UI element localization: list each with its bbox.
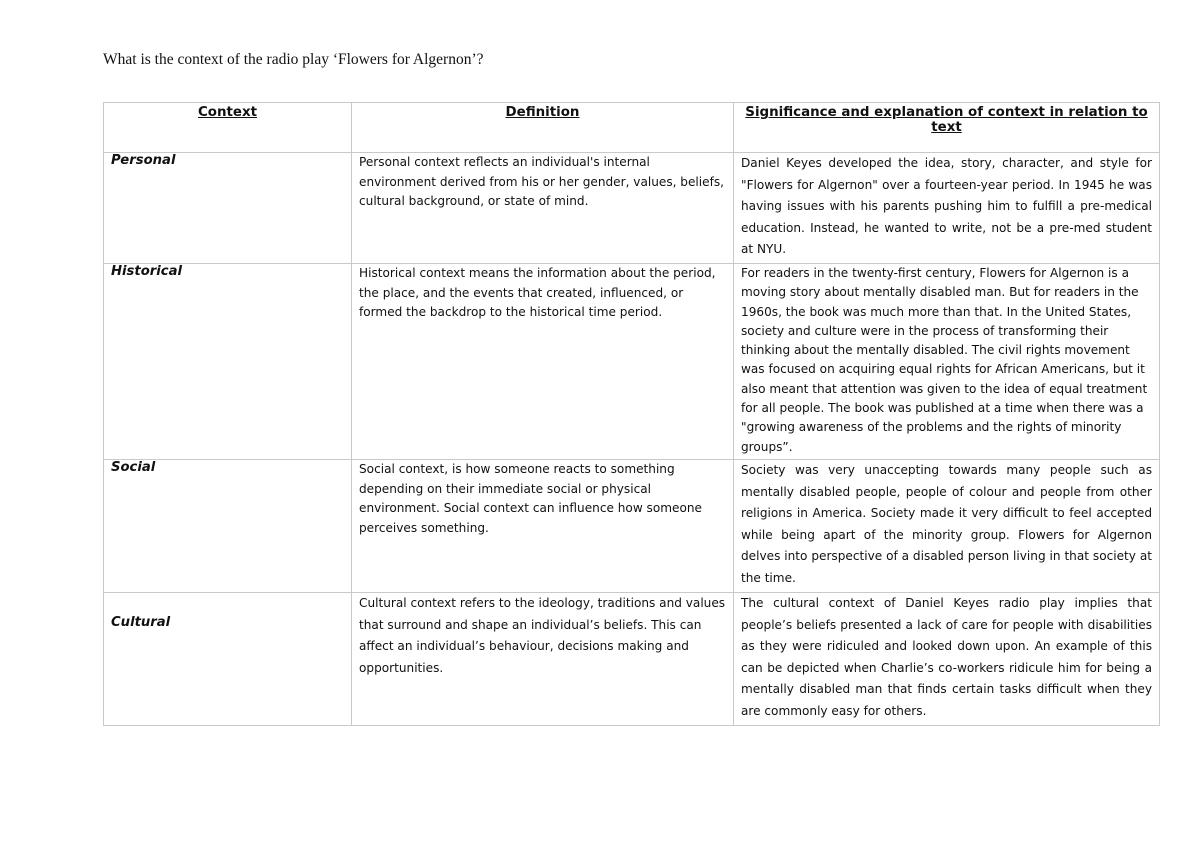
table-row-social bbox=[104, 460, 1160, 593]
significance-cell: Society was very unaccepting towards many people such as mentally disabled people, people of colour and people from other religions in America. Society made it very difficult to feel accepted while being apart of the minority group. Flowers for Algernon delves into perspective of a disabled person living in that society at the time. bbox=[734, 460, 1160, 593]
context-label: Cultural bbox=[111, 615, 171, 630]
table-row-cultural bbox=[104, 593, 1160, 726]
context-cell bbox=[104, 593, 352, 726]
context-cell bbox=[104, 153, 352, 264]
table-row-historical bbox=[104, 264, 1160, 460]
header-definition: Definition bbox=[352, 103, 734, 153]
header-context: Context bbox=[104, 103, 352, 153]
definition-cell: Social context, is how someone reacts to something depending on their immediate social or physical environment. Social context can influence how someone perceives something. bbox=[352, 460, 734, 593]
context-table bbox=[103, 102, 1160, 726]
definition-cell: Historical context means the information about the period, the place, and the events that created, influenced, or formed the backdrop to the historical time period. bbox=[352, 264, 734, 460]
table-row-personal bbox=[104, 153, 1160, 264]
significance-cell: For readers in the twenty-first century, Flowers for Algernon is a moving story about mentally disabled man. But for readers in the 1960s, the book was much more than that. In the United States, society and culture were in the process of transforming their thinking about the mentally disabled. The civil rights movement was focused on acquiring equal rights for African Americans, but it also meant that attention was given to the idea of equal treatment for all people. The book was published at a time when there was a "growing awareness of the problems and the rights of minority groups”. bbox=[734, 264, 1160, 460]
significance-cell: The cultural context of Daniel Keyes radio play implies that people’s beliefs presented a lack of care for people with disabilities as they were ridiculed and looked down upon. An example of this can be depicted when Charlie’s co-workers ridicule him for being a mentally disabled man that finds certain tasks difficult when they are commonly easy for others. bbox=[734, 593, 1160, 726]
significance-cell: Daniel Keyes developed the idea, story, character, and style for "Flowers for Algernon" over a fourteen-year period. In 1945 he was having issues with his parents pushing him to fulfill a pre-medical education. Instead, he wanted to write, not be a pre-med student at NYU. bbox=[734, 153, 1160, 264]
context-label: Historical bbox=[111, 264, 183, 279]
context-cell bbox=[104, 264, 352, 460]
definition-cell: Cultural context refers to the ideology, traditions and values that surround and shape an individual’s beliefs. This can affect an individual’s behaviour, decisions making and opportunities. bbox=[352, 593, 734, 726]
page-title: What is the context of the radio play ‘Flowers for Algernon’? bbox=[103, 51, 484, 68]
context-label: Personal bbox=[111, 153, 176, 168]
context-cell bbox=[104, 460, 352, 593]
table-header-row bbox=[104, 103, 1160, 153]
definition-cell: Personal context reflects an individual's internal environment derived from his or her gender, values, beliefs, cultural background, or state of mind. bbox=[352, 153, 734, 264]
header-significance: Significance and explanation of context in relation to text bbox=[734, 103, 1160, 153]
context-label: Social bbox=[111, 460, 156, 475]
